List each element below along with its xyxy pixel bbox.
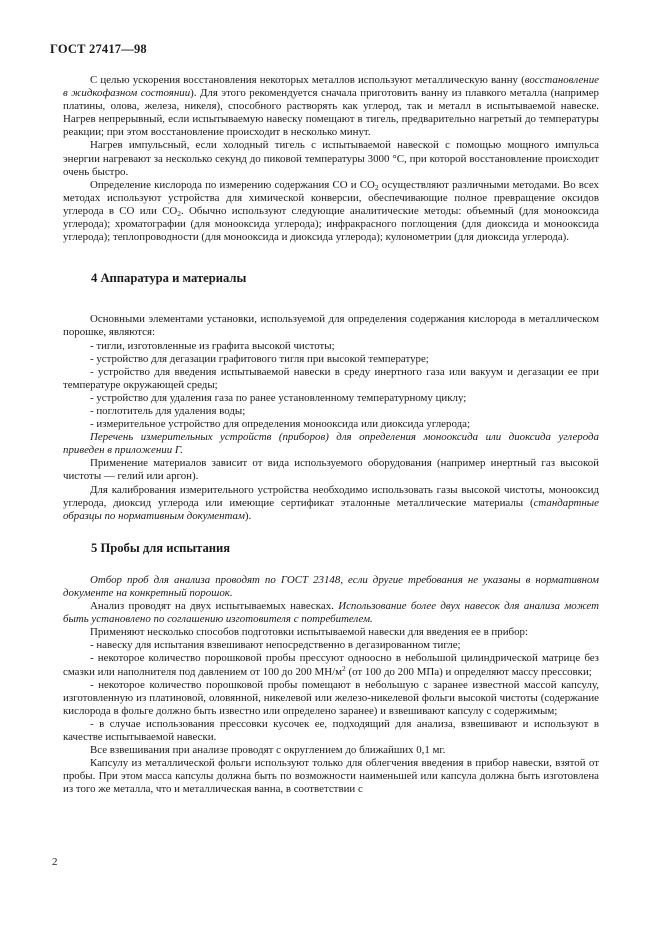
text-run: осуществляют различными методами. Во всех методах используют устройства для химической конверсии, обеспечивающие полное превращение оксидов углерода в СО или СО [63, 178, 599, 217]
page-body [63, 74, 599, 797]
section-heading: 4 Аппаратура и материалы [91, 271, 247, 286]
superscript: 2 [342, 663, 346, 673]
text-run: (от 100 до 200 МПа) и определяют массу прессовки; [345, 665, 592, 678]
list-item: - измерительное устройство для определения монооксида или диоксида углерода; [90, 418, 470, 431]
paragraph [63, 74, 599, 139]
text-run: Анализ проводят на двух испытываемых навесках. [90, 600, 339, 613]
list-item: - устройство для дегазации графитового тигля при высокой температуре; [90, 352, 429, 365]
list-item: - устройство для введения испытываемой навески в среду инертного газа или вакуум и дегазации ее при температуре окружающей среды; [63, 365, 599, 391]
italic-text: Отбор проб для анализа проводят по ГОСТ 23148, если другие требования не указаны в нормативном документе на конкретный порошок. [63, 573, 599, 599]
subscript: 2 [374, 182, 379, 192]
list-item [63, 652, 599, 678]
paragraph [63, 484, 599, 523]
paragraph: Применение материалов зависит от вида используемого оборудования (например инертный газ высокой чистоты — гелий или аргон). [63, 457, 599, 483]
paragraph: Все взвешивания при анализе проводят с округлением до ближайших 0,1 мг. [90, 744, 446, 757]
text-run: С целью ускорения восстановления некоторых металлов используют металлическую ванну ( [90, 74, 525, 86]
page-number: 2 [52, 856, 58, 868]
section-heading: 5 Пробы для испытания [91, 540, 231, 555]
paragraph [63, 179, 599, 244]
italic-note [63, 574, 599, 600]
text-run: ). [244, 509, 252, 522]
italic-term: стандартные образцы по нормативным документам [63, 496, 599, 522]
text-run: . Обычно используют следующие аналитические методы: объемный (для монооксида углерода); хроматографии (для монооксида углерода); инфракрасного поглощения (для диоксида и монооксида углерода); теплопроводности (для монооксида и диоксида углерода); кулонометрии (для диоксида углерода). [63, 204, 599, 244]
paragraph: Нагрев импульсный, если холодный тигель с испытываемой навеской с помощью мощного импульса энергии нагревают за несколько секунд до пиковой температуры 3000 °С, при которой восстановление происходит очень быстро. [63, 139, 599, 178]
list-item: - поглотитель для удаления воды; [90, 404, 246, 417]
paragraph: Применяют несколько способов подготовки испытываемой навески для введения ее в прибор: [90, 626, 528, 639]
list-item: - тигли, изготовленные из графита высокой чистоты; [90, 339, 335, 352]
list-item: - некоторое количество порошковой пробы помещают в небольшую с заранее известной массой капсулу, изготовленную из платиновой, оловянной, никелевой или железо-никелевой фольги высокой чистоты (содержание кислорода в фольге должно быть известно или определено заранее) и взвешивают капсулу с содержимым; [63, 678, 599, 717]
list-item: - в случае использования прессовки кусочек ее, подходящий для анализа, взвешивают и используют в качестве испытываемой навески. [63, 717, 599, 744]
list-item: - устройство для удаления газа по ранее установленному температурному циклу; [90, 391, 467, 404]
text-run: Определение кислорода по измерению содержания СО и СО [90, 178, 375, 191]
document-header: ГОСТ 27417—98 [50, 42, 147, 56]
text-run: - некоторое количество порошковой пробы прессуют одноосно в небольшой цилиндрической матрице без смазки или наполнителя под давлением от 100 до 200 МН/м [63, 652, 599, 678]
italic-text: Перечень измерительных устройств (приборов) для определения монооксида или диоксида углерода приведен в приложении Г. [63, 431, 599, 457]
italic-text: Использование более двух навесок для анализа может быть установлено по соглашению изготовителя с потребителем. [63, 600, 599, 626]
text-run: ). Для этого рекомендуется сначала приготовить ванну из плавкого металла (например платины, олова, железа, никеля), способного растворять как углерод, так и металл в испытываемой навеске. Нагрев непрерывный, если испытываемую навеску помещают в тигель, предварительно нагретый до температуры реакции; при этом восстановление происходит в несколько минут. [63, 87, 599, 139]
paragraph: Основными элементами установки, используемой для определения содержания кислорода в металлическом порошке, являются: [63, 313, 599, 339]
subscript: 2 [177, 208, 181, 218]
italic-note [63, 431, 599, 457]
italic-term: восстановление в жидкофазном состоянии [63, 74, 599, 100]
paragraph: Капсулу из металлической фольги используют только для облегчения введения в прибор навески, взятой от пробы. При этом масса капсулы должна быть по возможности наименьшей или капсула должна быть изготовлена из того же металла, что и металлическая ванна, в соответствии с [63, 757, 599, 796]
list-item: - навеску для испытания взвешивают непосредственно в дегазированном тигле; [90, 639, 461, 652]
text-run: Для калибрования измерительного устройства необходимо использовать газы высокой чистоты, монооксид углерода, диоксид углерода или имеющие сертификат эталонные металлические материалы ( [63, 483, 599, 509]
paragraph [63, 600, 599, 626]
